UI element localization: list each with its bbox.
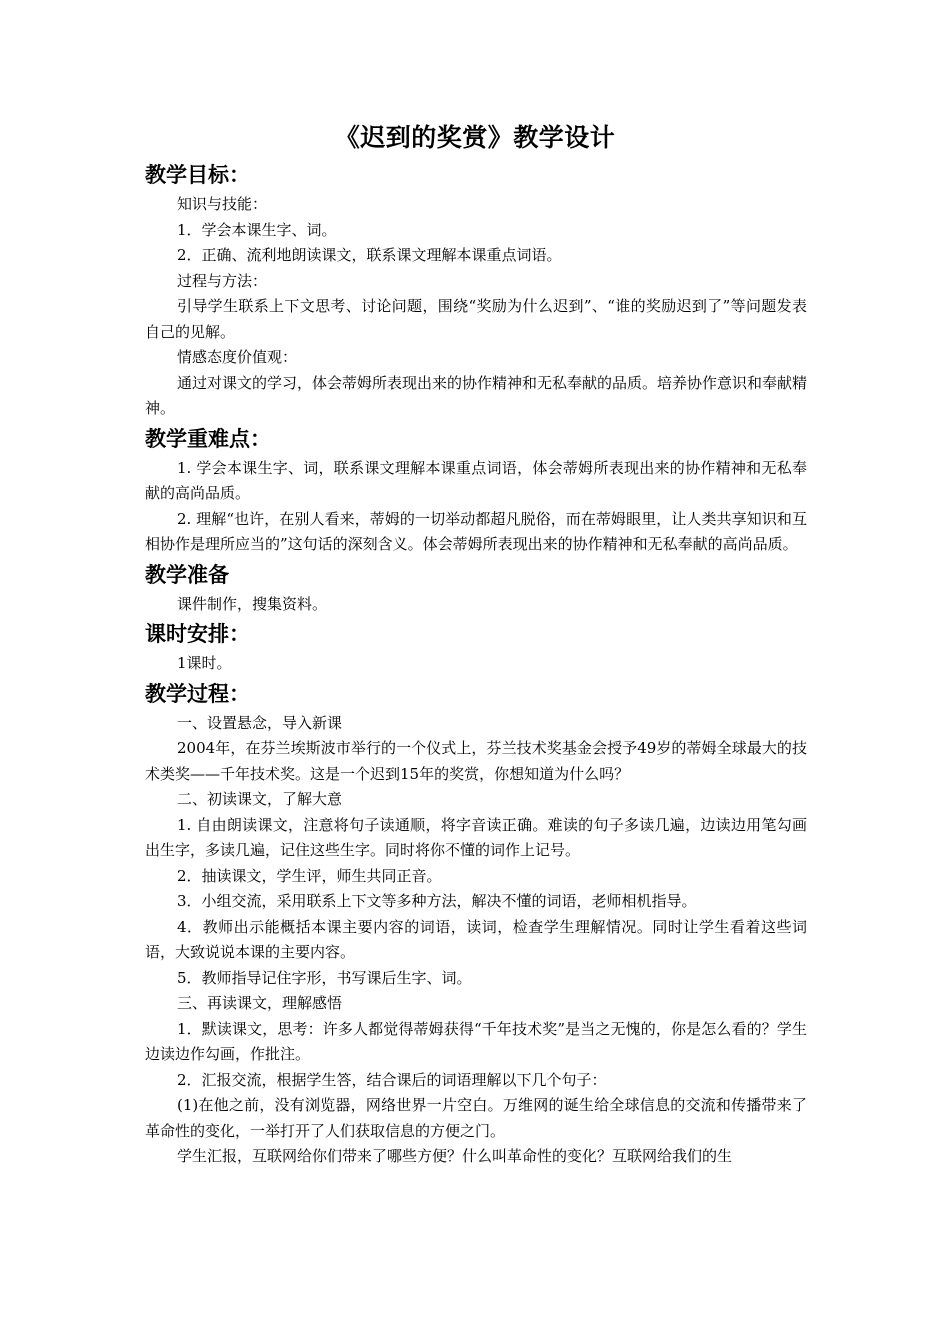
body-paragraph: 过程与方法： bbox=[177, 271, 268, 290]
body-paragraph: 2. 理解“也许，在别人看来，蒂姆的一切举动都超凡脱俗，而在蒂姆眼里，让人类共享知识和互相协作是理所应当的”这句话的深刻含义。体会蒂姆所表现出来的协作精神和无私奉献的高尚品质。 bbox=[145, 509, 807, 553]
body-paragraph: 知识与技能： bbox=[177, 195, 268, 213]
section-heading: 教学重难点： bbox=[145, 425, 271, 451]
body-paragraph: 1．学会本课生字、词。 bbox=[177, 220, 337, 239]
section-heading: 教学目标： bbox=[145, 162, 250, 187]
body-paragraph: 通过对课文的学习，体会蒂姆所表现出来的协作精神和无私奉献的品质。培养协作意识和奉献精神。 bbox=[145, 373, 808, 417]
section-heading: 课时安排： bbox=[145, 621, 250, 646]
body-paragraph: 2．正确、流利地朗读课文，联系课文理解本课重点词语。 bbox=[177, 246, 562, 264]
document-body bbox=[145, 158, 807, 1170]
body-paragraph: 1课时。 bbox=[177, 654, 232, 672]
document-title: 《迟到的奖赏》教学设计 bbox=[334, 123, 616, 152]
body-paragraph: 2．汇报交流，根据学生答，结合课后的词语理解以下几个句子： bbox=[177, 1070, 607, 1089]
body-paragraph: 学生汇报，互联网给你们带来了哪些方便？什么叫革命性的变化？互联网给我们的生 bbox=[177, 1147, 733, 1165]
body-paragraph: 一、设置悬念，导入新课 bbox=[177, 713, 343, 732]
body-paragraph: 1．默读课文，思考：许多人都觉得蒂姆获得“千年技术奖”是当之无愧的，你是怎么看的？学生边读边作勾画，作批注。 bbox=[145, 1019, 807, 1063]
body-paragraph: 4．教师出示能概括本课主要内容的词语，读词，检查学生理解情况。同时让学生看着这些词语，大致说说本课的主要内容。 bbox=[145, 917, 807, 961]
body-paragraph: 三、再读课文，理解感悟 bbox=[177, 994, 343, 1012]
body-paragraph: (1)在他之前，没有浏览器，网络世界一片空白。万维网的诞生给全球信息的交流和传播带来了革命性的变化，一举打开了人们获取信息的方便之门。 bbox=[145, 1096, 807, 1140]
body-paragraph: 2．抽读课文，学生评，师生共同正音。 bbox=[177, 866, 442, 885]
section-heading: 教学过程： bbox=[145, 680, 250, 706]
section-heading: 教学准备 bbox=[145, 561, 229, 587]
body-paragraph: 5．教师指导记住字形，书写课后生字、词。 bbox=[177, 968, 472, 987]
body-paragraph: 1. 自由朗读课文，注意将句子读通顺，将字音读正确。难读的句子多读几遍，边读边用笔勾画出生字，多读几遍，记住这些生字。同时将你不懂的词作上记号。 bbox=[145, 815, 807, 859]
body-paragraph: 引导学生联系上下文思考、讨论问题，围绕“奖励为什么迟到”、“谁的奖励迟到了”等问题发表自己的见解。 bbox=[145, 297, 807, 341]
body-paragraph: 3．小组交流，采用联系上下文等多种方法，解决不懂的词语，老师相机指导。 bbox=[177, 892, 697, 910]
body-paragraph: 课件制作，搜集资料。 bbox=[177, 594, 328, 613]
body-paragraph: 2004年，在芬兰埃斯波市举行的一个仪式上，芬兰技术奖基金会授予49岁的蒂姆全球最大的技术类奖——千年技术奖。这是一个迟到15年的奖赏，你想知道为什么吗？ bbox=[145, 739, 807, 783]
body-paragraph: 1. 学会本课生字、词，联系课文理解本课重点词语，体会蒂姆所表现出来的协作精神和无私奉献的高尚品质。 bbox=[145, 458, 807, 502]
body-paragraph: 二、初读课文，了解大意 bbox=[177, 790, 343, 808]
body-paragraph: 情感态度价值观： bbox=[177, 348, 298, 366]
